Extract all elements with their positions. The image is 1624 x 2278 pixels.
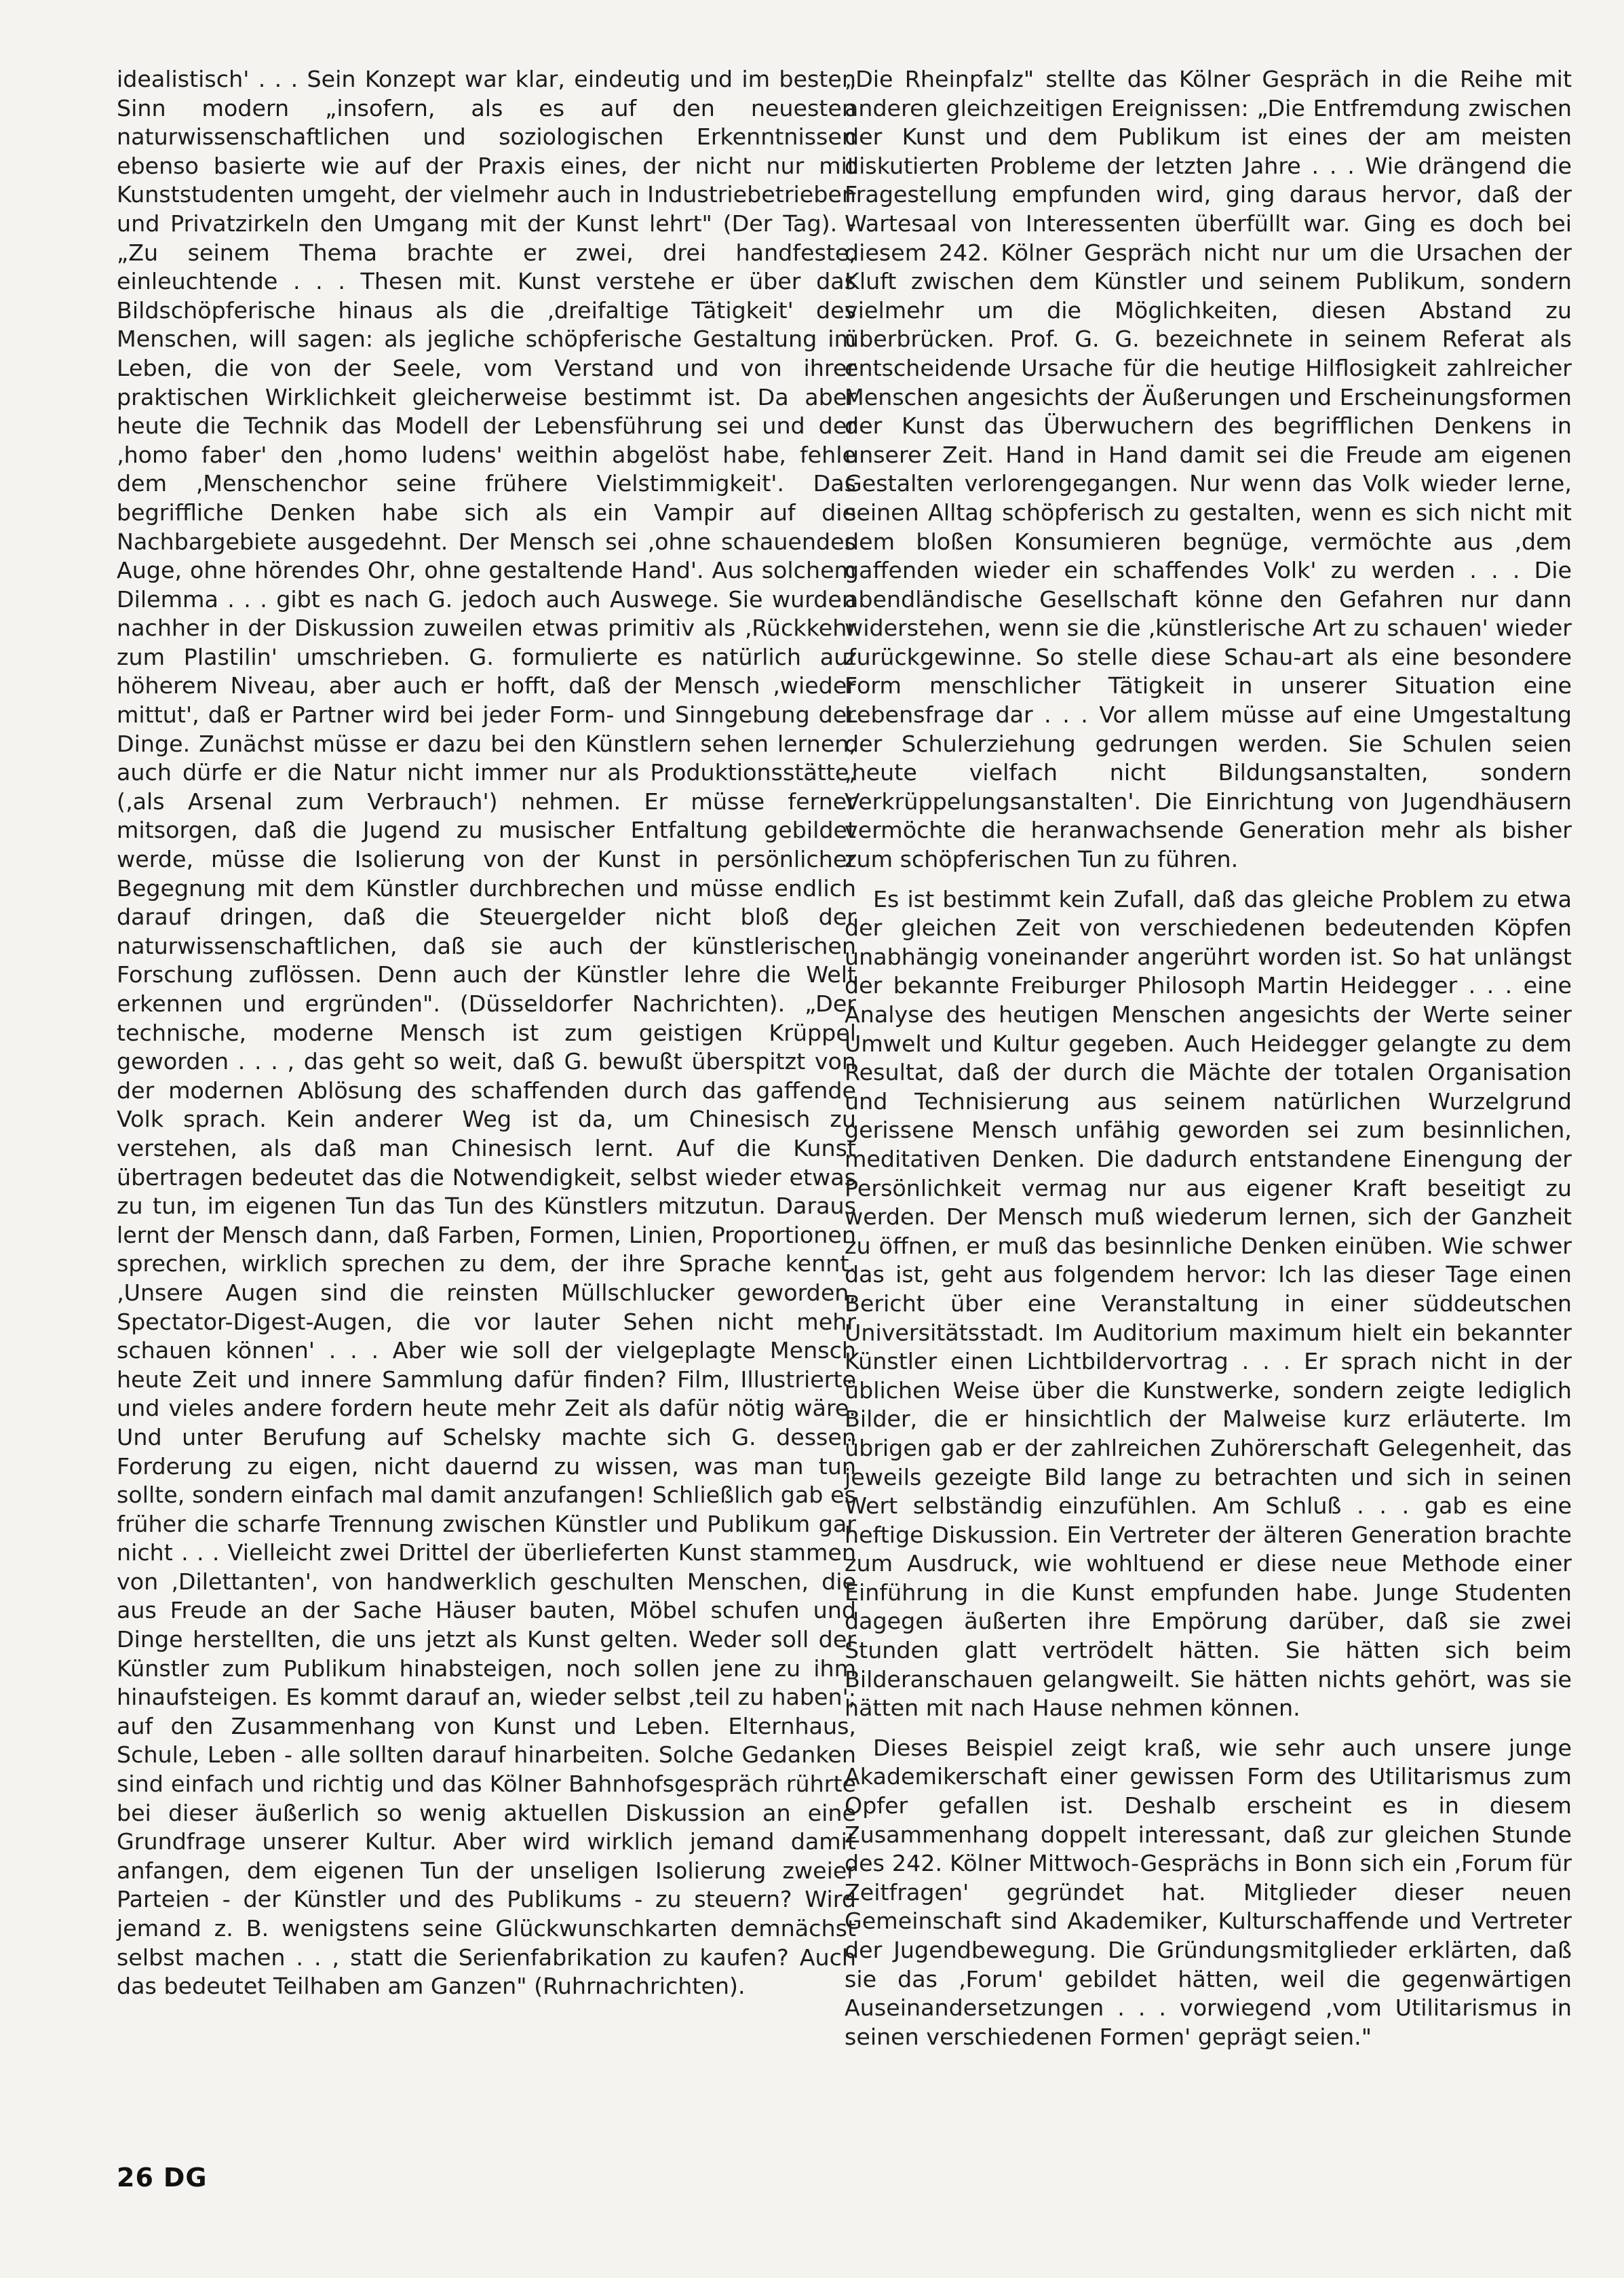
right-paragraph-3: Dieses Beispiel zeigt kraß, wie sehr auch unsere junge Akademikerschaft einer gewissen Form des Utilitarismus zum Opfer gefallen ist. Deshalb erscheint es in diesem Zusammenhang doppelt interessant, daß zur gleichen Stunde des 242. Kölner Mittwoch-Gesprächs in Bonn sich ein ‚Forum für Zeitfragen' gegründet hat. Mitglieder dieser neuen Gemeinschaft sind Akademiker, Kulturschaffende und Vertreter der Jugendbewegung. Die Gründungsmitglieder erklärten, daß sie das ‚Forum' gebildet hätten, weil die gegenwärtigen Auseinandersetzungen . . . vorwiegend ‚vom Utilitarismus in seinen verschiedenen Formen' geprägt seien." xyxy=(845,1734,1572,2050)
left-paragraph-1: idealistisch' . . . Sein Konzept war klar, eindeutig und im besten Sinn modern „insofern, als es auf den neuesten naturwissenschaftlichen und soziologischen Erkenntnissen ebenso basierte wie auf der Praxis eines, der nicht nur mit Kunststudenten umgeht, der vielmehr auch in Industriebetrieben und Privatzirkeln den Umgang mit der Kunst lehrt" (Der Tag). - „Zu seinem Thema brachte er zwei, drei handfeste, einleuchtende . . . Thesen mit. Kunst verstehe er über das Bildschöpferische hinaus als die ‚dreifaltige Tätigkeit' des Menschen, will sagen: als jegliche schöpferische Gestaltung im Leben, die von der Seele, vom Verstand und von ihrer praktischen Wirklichkeit gleicherweise bestimmt ist. Da aber heute die Technik das Modell der Lebensführung sei und der ‚homo faber' den ‚homo ludens' weithin abgelöst habe, fehle dem ‚Menschenchor seine frühere Vielstimmigkeit'. Das begriffliche Denken habe sich als ein Vampir auf die Nachbargebiete ausgedehnt. Der Mensch sei ‚ohne schauendes Auge, ohne hörendes Ohr, ohne gestaltende Hand'. Aus solchem Dilemma . . . gibt es nach G. jedoch auch Auswege. Sie wurden nachher in der Diskussion zuweilen etwas primitiv als ‚Rückkehr zum Plastilin' umschrieben. G. formulierte es natürlich auf höherem Niveau, aber auch er hofft, daß der Mensch ‚wieder mittut', daß er Partner wird bei jeder Form- und Sinngebung der Dinge. Zunächst müsse er dazu bei den Künstlern sehen lernen, auch dürfe er die Natur nicht immer nur als Produktionsstätte, (‚als Arsenal zum Verbrauch') nehmen. Er müsse ferner mitsorgen, daß die Jugend zu musischer Entfaltung gebildet werde, müsse die Isolierung von der Kunst in persönlicher Begegnung mit dem Künstler durchbrechen und müsse endlich darauf dringen, daß die Steuergelder nicht bloß der naturwissenschaftlichen, daß sie auch der künstlerischen Forschung zuflössen. Denn auch der Künstler lehre die Welt erkennen und ergründen". (Düsseldorfer Nachrichten). „Der technische, moderne Mensch ist zum geistigen Krüppel geworden . . . , das geht so weit, daß G. bewußt überspitzt von der modernen Ablösung des schaffenden durch das gaffende Volk sprach. Kein anderer Weg ist da, um Chinesisch zu verstehen, als daß man Chinesisch lernt. Auf die Kunst übertragen bedeutet das die Notwendigkeit, selbst wieder etwas zu tun, im eigenen Tun das Tun des Künstlers mitzutun. Daraus lernt der Mensch dann, daß Farben, Formen, Linien, Proportionen sprechen, wirklich sprechen zu dem, der ihre Sprache kennt. ‚Unsere Augen sind die reinsten Müllschlucker geworden, Spectator-Digest-Augen, die vor lauter Sehen nicht mehr schauen können' . . . Aber wie soll der vielgeplagte Mensch heute Zeit und innere Sammlung dafür finden? Film, Illustrierte und vieles andere fordern heute mehr Zeit als dafür nötig wäre. Und unter Berufung auf Schelsky machte sich G. dessen Forderung zu eigen, nicht dauernd zu wissen, was man tun sollte, sondern einfach mal damit anzufangen! Schließlich gab es früher die scharfe Trennung zwischen Künstler und Publikum gar nicht . . . Vielleicht zwei Drittel der überlieferten Kunst stammen von ‚Dilettanten', von handwerklich geschulten Menschen, die aus Freude an der Sache Häuser bauten, Möbel schufen und Dinge herstellten, die uns jetzt als Kunst gelten. Weder soll der Künstler zum Publikum hinabsteigen, noch sollen jene zu ihm hinaufsteigen. Es kommt darauf an, wieder selbst ‚teil zu haben'; auf den Zusammenhang von Kunst und Leben. Elternhaus, Schule, Leben - alle sollten darauf hinarbeiten. Solche Gedanken sind einfach und richtig und das Kölner Bahnhofsgespräch rührte bei dieser äußerlich so wenig aktuellen Diskussion an eine Grundfrage unserer Kultur. Aber wird wirklich jemand damit anfangen, dem eigenen Tun der unseligen Isolierung zweier Parteien - der Künstler und des Publikums - zu steuern? Wird jemand z. B. wenigstens seine Glückwunschkarten demnächst selbst machen . . , statt die Serienfabrikation zu kaufen? Auch das bedeutet Teilhaben am Ganzen" (Ruhrnachrichten). xyxy=(117,66,856,2000)
page-footer xyxy=(117,2163,208,2193)
magazine-abbreviation: DG xyxy=(163,2163,208,2193)
left-column xyxy=(117,65,856,2001)
right-paragraph-1: „Die Rheinpfalz" stellte das Kölner Gespräch in die Reihe mit anderen gleichzeitigen Ereignissen: „Die Entfremdung zwischen der Kunst und dem Publikum ist eines der am meisten diskutierten Probleme der letzten Jahre . . . Wie drängend die Fragestellung empfunden wird, ging daraus hervor, daß der Wartesaal von Interessenten überfüllt war. Ging es doch bei diesem 242. Kölner Gespräch nicht nur um die Ursachen der Kluft zwischen dem Künstler und seinem Publikum, sondern vielmehr um die Möglichkeiten, diesen Abstand zu überbrücken. Prof. G. G. bezeichnete in seinem Referat als entscheidende Ursache für die heutige Hilflosigkeit zahlreicher Menschen angesichts der Äußerungen und Erscheinungsformen der Kunst das Überwuchern des begrifflichen Denkens in unserer Zeit. Hand in Hand damit sei die Freude am eigenen Gestalten verlorengegangen. Nur wenn das Volk wieder lerne, seinen Alltag schöpferisch zu gestalten, wenn es sich nicht mit dem bloßen Konsumieren begnüge, vermöchte aus ‚dem gaffenden wieder ein schaffendes Volk' zu werden . . . Die abendländische Gesellschaft könne den Gefahren nur dann widerstehen, wenn sie die ‚künstlerische Art zu schauen' wieder zurückgewinne. So stelle diese Schau-art als eine besondere Form menschlicher Tätigkeit in unserer Situation eine Lebensfrage dar . . . Vor allem müsse auf eine Umgestaltung der Schulerziehung gedrungen werden. Sie Schulen seien ‚heute vielfach nicht Bildungsanstalten, sondern Verkrüppelungsanstalten'. Die Einrichtung von Jugendhäusern vermöchte die heranwachsende Generation mehr als bisher zum schöpferischen Tun zu führen. xyxy=(845,66,1572,873)
right-paragraph-2: Es ist bestimmt kein Zufall, daß das gleiche Problem zu etwa der gleichen Zeit von verschiedenen bedeutenden Köpfen unabhängig voneinander angerührt worden ist. So hat unlängst der bekannte Freiburger Philosoph Martin Heidegger . . . eine Analyse des heutigen Menschen angesichts der Werte seiner Umwelt und Kultur gegeben. Auch Heidegger gelangte zu dem Resultat, daß der durch die Mächte der totalen Organisation und Technisierung aus seinem natürlichen Wurzelgrund gerissene Mensch unfähig geworden sei zum besinnlichen, meditativen Denken. Die dadurch entstandene Einengung der Persönlichkeit vermag nur aus eigener Kraft beseitigt zu werden. Der Mensch muß wiederum lernen, sich der Ganzheit zu öffnen, er muß das besinnliche Denken einüben. Wie schwer das ist, geht aus folgendem hervor: Ich las dieser Tage einen Bericht über eine Veranstaltung in einer süddeutschen Universitätsstadt. Im Auditorium maximum hielt ein bekannter Künstler einen Lichtbildervortrag . . . Er sprach nicht in der üblichen Weise über die Kunstwerke, sondern zeigte lediglich Bilder, die er hinsichtlich der Malweise kurz erläuterte. Im übrigen gab er der zahlreichen Zuhörerschaft Gelegenheit, das jeweils gezeigte Bild lange zu betrachten und sich in seinen Wert selbständig einzufühlen. Am Schluß . . . gab es eine heftige Diskussion. Ein Vertreter der älteren Generation brachte zum Ausdruck, wie wohltuend er diese neue Methode einer Einführung in die Kunst empfunden habe. Junge Studenten dagegen äußerten ihre Empörung darüber, daß sie zwei Stunden glatt vertrödelt hätten. Sie hätten sich beim Bilderanschauen gelangweilt. Sie hätten nichts gehört, was sie hätten mit nach Hause nehmen können. xyxy=(845,885,1572,1722)
right-column xyxy=(845,65,1572,2051)
page-number: 26 xyxy=(117,2163,154,2193)
